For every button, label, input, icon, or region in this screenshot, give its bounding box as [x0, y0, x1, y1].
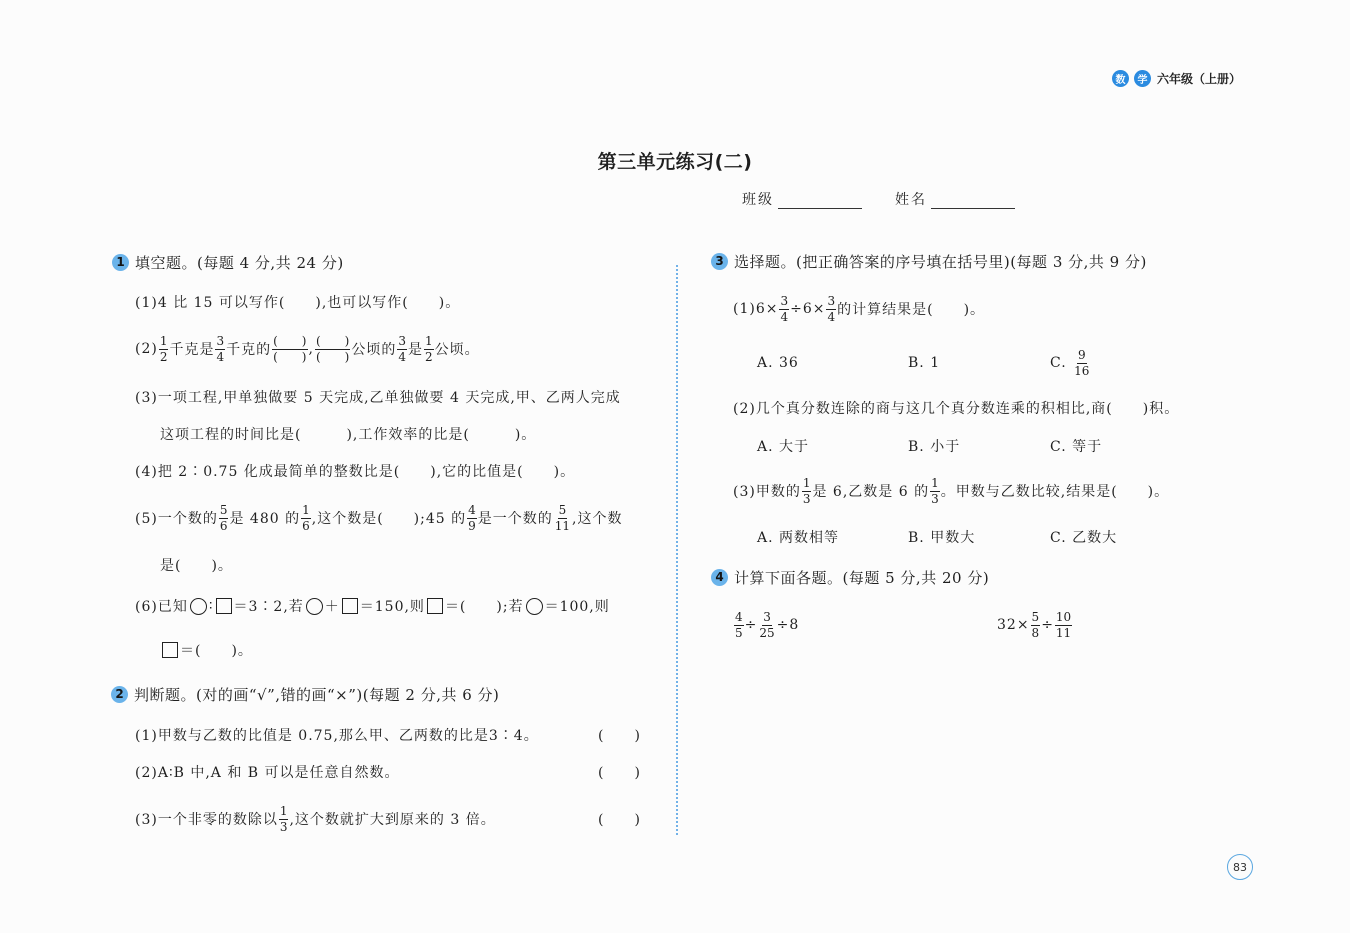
fraction-numerator: ( ) — [315, 333, 350, 348]
text-run: B. 1 — [908, 355, 941, 371]
text-run: (3)一项工程,甲单独做要 5 天完成,乙单独做要 4 天完成,甲、乙两人完成 — [135, 390, 621, 406]
text-run: ,这个数是( );45 的 — [311, 511, 467, 527]
text-run: A. 36 — [757, 355, 799, 371]
choice-1-option-b — [908, 347, 940, 379]
text-run: C. 乙数大 — [1050, 530, 1118, 546]
fraction — [826, 295, 836, 324]
fraction-numerator: ( ) — [273, 333, 307, 348]
fraction — [159, 335, 169, 364]
text-run: B. 甲数大 — [908, 530, 976, 546]
choice-question-3 — [733, 475, 1169, 507]
square-symbol-icon — [427, 598, 443, 614]
text-run: ,这个数 — [572, 511, 623, 527]
circle-symbol-icon — [306, 598, 323, 615]
fraction-numerator: 1 — [159, 333, 168, 348]
text-run: ÷ — [1041, 617, 1054, 633]
name-label: 姓名 — [895, 192, 927, 208]
section-title: 选择题。(把正确答案的序号填在括号里)(每题 3 分,共 9 分) — [734, 252, 1147, 271]
fraction — [1073, 349, 1090, 378]
section-2-heading — [111, 682, 499, 706]
fraction-numerator: 4 — [468, 502, 476, 517]
fraction — [1031, 611, 1041, 640]
fraction — [424, 335, 434, 364]
fraction — [802, 477, 812, 506]
fraction-denominator: 8 — [1031, 625, 1040, 640]
fraction-denominator: ( ) — [273, 349, 307, 364]
text-run: B. 小于 — [908, 439, 961, 455]
fraction — [301, 504, 311, 533]
section-1-heading — [112, 250, 344, 274]
fraction — [279, 805, 289, 834]
column-divider — [676, 265, 678, 835]
judge-question-3 — [135, 803, 496, 835]
text-run: 公顷的 — [351, 342, 397, 358]
text-run: ＋ — [324, 599, 340, 615]
circle-symbol-icon — [190, 598, 207, 615]
text-run: 32× — [997, 617, 1030, 633]
fraction-denominator: 11 — [1055, 625, 1072, 640]
fraction-denominator: 3 — [931, 491, 939, 506]
fraction — [930, 477, 940, 506]
section-3-heading — [711, 249, 1147, 273]
fraction-numerator: 5 — [1031, 609, 1040, 624]
fraction — [1055, 611, 1072, 640]
square-symbol-icon — [162, 642, 178, 658]
fill-question-1 — [135, 286, 460, 318]
choice-1-option-a — [757, 347, 799, 379]
section-4-heading — [711, 565, 989, 589]
fraction-numerator: 5 — [558, 502, 567, 517]
fraction-denominator: ( ) — [315, 349, 350, 364]
fraction — [554, 504, 571, 533]
text-run: (6)已知 — [135, 599, 188, 615]
fraction-denominator: 6 — [302, 518, 310, 533]
text-run: 公顷。 — [434, 342, 480, 358]
fraction-denominator: 4 — [216, 349, 225, 364]
text-run: 是 480 的 — [229, 511, 301, 527]
page-number: 83 — [1227, 854, 1253, 880]
choice-2-option-c — [1050, 430, 1102, 462]
fraction-numerator: 1 — [802, 475, 811, 490]
fraction-denominator: 5 — [735, 625, 743, 640]
section-number-badge: 3 — [711, 253, 728, 270]
text-run: 千克是 — [169, 342, 215, 358]
circle-symbol-icon — [526, 598, 543, 615]
fraction-numerator: 1 — [931, 475, 939, 490]
fill-question-6-cont — [160, 634, 253, 666]
fraction-numerator: 10 — [1055, 609, 1072, 624]
text-run: ＝( )。 — [180, 643, 253, 659]
choice-3-option-a — [757, 521, 839, 553]
page-header — [1112, 70, 1241, 87]
fraction — [315, 335, 350, 364]
fraction-denominator: 2 — [159, 349, 168, 364]
text-run: C. — [1050, 355, 1073, 371]
fill-question-3 — [135, 381, 621, 413]
fraction-denominator: 2 — [424, 349, 433, 364]
fraction-numerator: 3 — [780, 293, 789, 308]
judge-answer-blank-1: ( ) — [598, 728, 641, 744]
text-run: ,这个数就扩大到原来的 3 倍。 — [289, 812, 496, 828]
text-run: 是 — [407, 342, 423, 358]
fraction — [219, 504, 229, 533]
fraction — [734, 611, 744, 640]
calc-problem-1 — [733, 609, 799, 641]
text-run: A. 两数相等 — [757, 530, 840, 546]
text-run: (1)甲数与乙数的比值是 0.75,那么甲、乙两数的比是3∶4。 — [135, 728, 539, 744]
judge-answer-blank-3: ( ) — [598, 812, 641, 828]
fraction — [272, 335, 307, 364]
square-symbol-icon — [342, 598, 358, 614]
section-number-badge: 2 — [111, 686, 128, 703]
square-symbol-icon — [216, 598, 232, 614]
text-run: (2)A∶B 中,A 和 B 可以是任意自然数。 — [135, 765, 400, 781]
fraction — [779, 295, 789, 324]
text-run: (2)几个真分数连除的商与这几个真分数连乘的积相比,商( )积。 — [733, 401, 1180, 417]
text-run: ＝3∶2,若 — [233, 599, 304, 615]
fraction-numerator: 3 — [763, 609, 771, 624]
fill-question-5 — [135, 502, 622, 534]
fraction-numerator: 3 — [827, 293, 836, 308]
judge-question-1 — [135, 719, 539, 751]
fraction-denominator: 16 — [1074, 363, 1090, 378]
text-run: A. 大于 — [757, 439, 810, 455]
fraction-numerator: 1 — [424, 333, 433, 348]
fraction-numerator: 5 — [219, 502, 228, 517]
section-title: 填空题。(每题 4 分,共 24 分) — [135, 253, 344, 272]
judge-answer-blank-2: ( ) — [598, 765, 641, 781]
text-run: ÷ — [744, 617, 758, 633]
section-number-badge: 4 — [711, 569, 728, 586]
fill-question-3-cont — [160, 418, 536, 450]
text-run: ＝150,则 — [359, 599, 425, 615]
choice-3-option-b — [908, 521, 975, 553]
text-run: 的计算结果是( )。 — [837, 302, 986, 318]
section-title: 计算下面各题。(每题 5 分,共 20 分) — [734, 568, 990, 587]
text-run: 是一个数的 — [477, 511, 553, 527]
choice-1-option-c — [1050, 347, 1091, 379]
choice-question-1 — [733, 293, 985, 325]
grade-label: 六年级（上册） — [1157, 72, 1242, 86]
fraction-numerator: 9 — [1077, 347, 1086, 362]
text-run: ÷8 — [776, 617, 800, 633]
name-blank-line — [931, 192, 1015, 209]
text-run: ＝( );若 — [444, 599, 524, 615]
choice-question-2 — [733, 392, 1179, 424]
fill-question-2 — [135, 333, 480, 365]
class-blank-line — [778, 192, 862, 209]
fraction-denominator: 4 — [827, 309, 836, 324]
text-run: (3)一个非零的数除以 — [135, 812, 278, 828]
calc-problem-2 — [997, 609, 1073, 641]
text-run: ÷6× — [790, 301, 826, 317]
text-run: , — [308, 341, 314, 357]
text-run: 千克的 — [226, 342, 272, 358]
fraction — [215, 335, 225, 364]
choice-2-option-a — [757, 430, 809, 462]
fraction — [467, 504, 477, 533]
fill-question-5-cont — [160, 549, 233, 581]
fraction-denominator: 4 — [780, 309, 789, 324]
text-run: C. 等于 — [1050, 439, 1103, 455]
text-run: ∶ — [208, 598, 214, 614]
text-run: (3)甲数的 — [733, 484, 801, 500]
class-label: 班级 — [742, 192, 774, 208]
section-number-badge: 1 — [112, 254, 129, 271]
text-run: (1)6× — [733, 301, 779, 317]
fraction-numerator: 3 — [398, 333, 406, 348]
text-run: 是( )。 — [160, 558, 233, 574]
text-run: (4)把 2∶0.75 化成最简单的整数比是( ),它的比值是( )。 — [135, 464, 576, 480]
judge-question-2 — [135, 756, 400, 788]
fraction-numerator: 4 — [735, 609, 743, 624]
text-run: 是 6,乙数是 6 的 — [812, 484, 930, 500]
text-run: (2) — [135, 341, 158, 357]
subject-badge-shu: 数 — [1112, 70, 1129, 87]
fraction-numerator: 1 — [279, 803, 288, 818]
fraction-denominator: 11 — [554, 518, 571, 533]
text-run: (5)一个数的 — [135, 511, 218, 527]
fill-question-6 — [135, 590, 610, 622]
student-info — [742, 189, 1015, 209]
subject-badge-xue: 学 — [1134, 70, 1151, 87]
fraction-denominator: 3 — [279, 819, 288, 834]
fraction — [758, 611, 775, 640]
fraction-denominator: 9 — [468, 518, 476, 533]
text-run: 。甲数与乙数比较,结果是( )。 — [940, 484, 1170, 500]
choice-3-option-c — [1050, 521, 1117, 553]
text-run: (1)4 比 15 可以写作( ),也可以写作( )。 — [135, 295, 461, 311]
choice-2-option-b — [908, 430, 960, 462]
fraction-numerator: 3 — [216, 333, 225, 348]
fill-question-4 — [135, 455, 575, 487]
fraction-numerator: 1 — [302, 502, 310, 517]
page-title: 第三单元练习(二) — [597, 151, 753, 173]
text-run: 这项工程的时间比是( ),工作效率的比是( )。 — [160, 427, 537, 443]
fraction-denominator: 6 — [219, 518, 228, 533]
fraction-denominator: 4 — [398, 349, 406, 364]
text-run: ＝100,则 — [544, 599, 610, 615]
fraction-denominator: 25 — [759, 625, 775, 640]
fraction-denominator: 3 — [802, 491, 811, 506]
fraction — [397, 335, 407, 364]
section-title: 判断题。(对的画“√”,错的画“×”)(每题 2 分,共 6 分) — [134, 685, 500, 704]
